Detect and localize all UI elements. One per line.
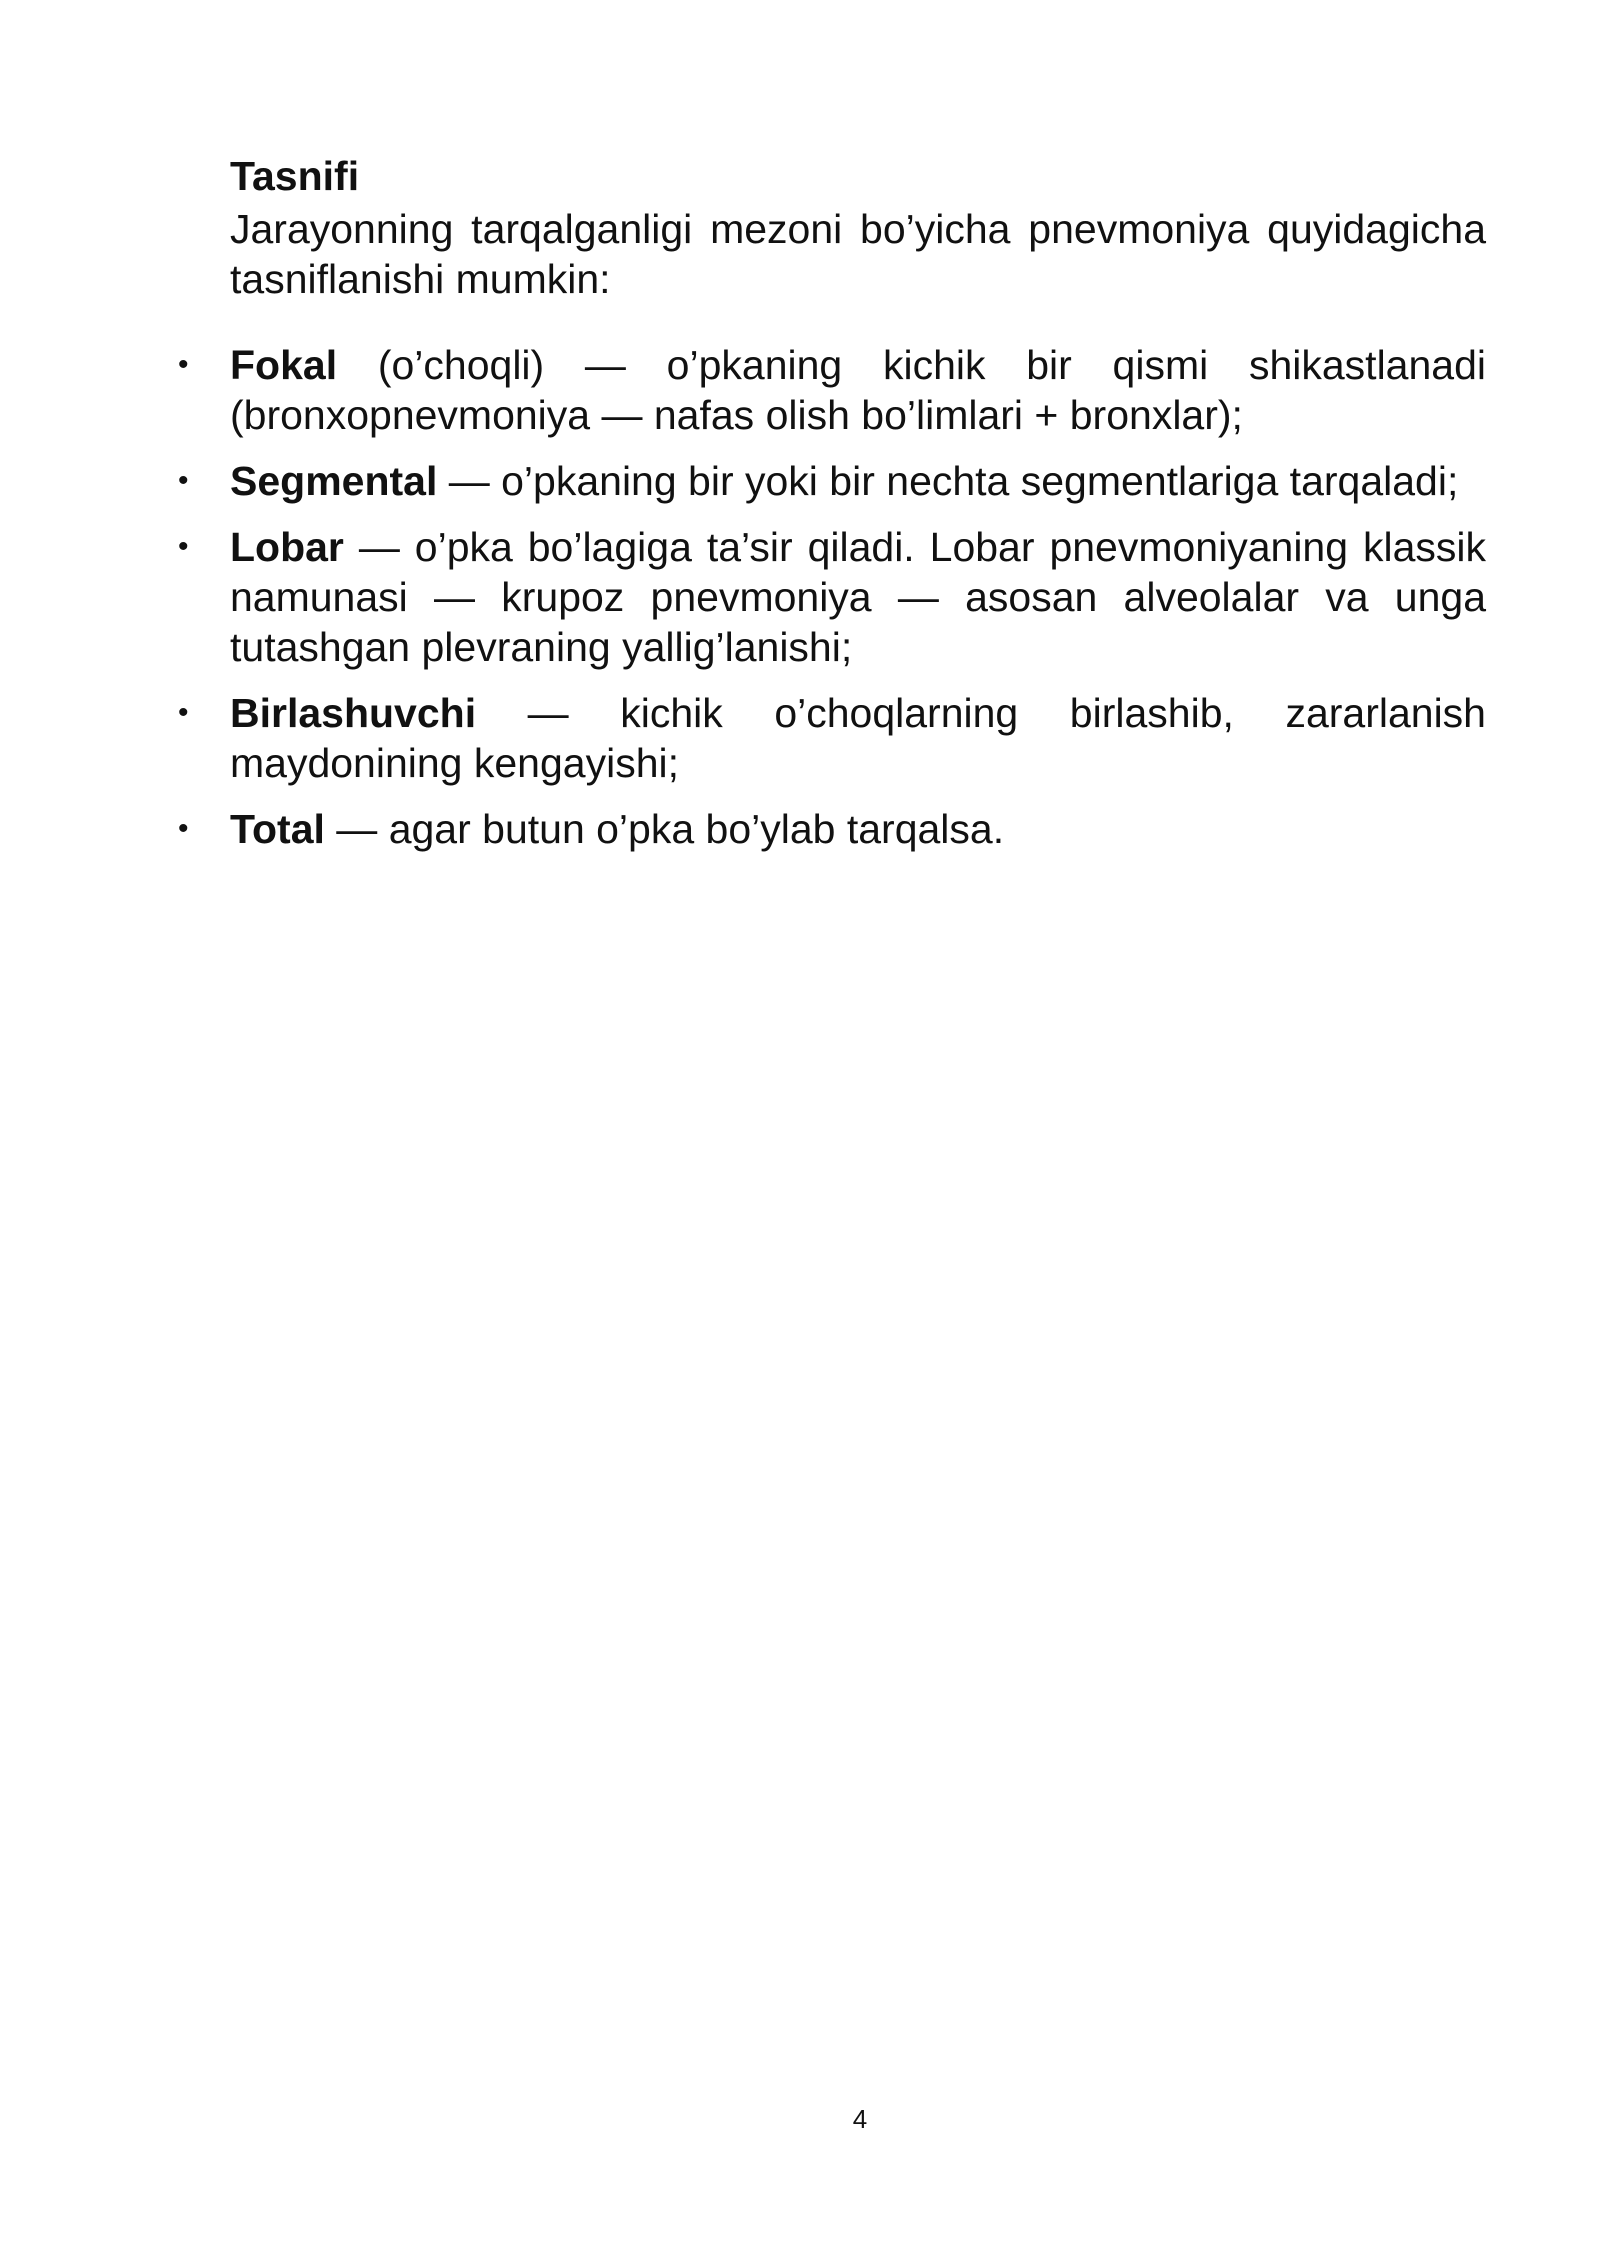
bullet-icon: • [178,348,189,381]
term-label: Segmental [230,458,438,504]
intro-paragraph: Jarayonning tarqalganligi mezoni bo’yicha pnevmoniya quyidagicha tasniflanishi mumkin: [230,206,1486,302]
term-label: Birlashuvchi [230,690,477,736]
bullet-icon: • [178,464,189,497]
term-description: — kichik o’choqlarning birlashib, zararlanish maydonining kengayishi; [230,690,1486,786]
page-number: 4 [852,2104,868,2134]
list-item-segmental [178,456,1486,506]
page-content [178,150,1486,870]
term-description: — o’pka bo’lagiga ta’sir qiladi. Lobar pnevmoniyaning klassik namunasi — krupoz pnevmoniya — asosan alveolalar va unga tutashgan plevraning yallig’lanishi; [230,524,1486,670]
section-heading: Tasnifi [230,153,360,199]
term-description: — o’pkaning bir yoki bir nechta segmentlariga tarqaladi; [437,458,1459,504]
bullet-icon: • [178,696,189,729]
term-description: — agar butun o’pka bo’ylab tarqalsa. [324,806,1005,852]
bullet-icon: • [178,530,189,563]
list-item-lobar [178,522,1486,672]
bullet-icon: • [178,812,189,845]
list-item-fokal [178,340,1486,440]
classification-list [178,340,1486,854]
term-label: Fokal [230,342,338,388]
term-label: Lobar [230,524,344,570]
list-item-total [178,804,1486,854]
term-description: (o’choqli) — o’pkaning kichik bir qismi shikastlanadi (bronxopnevmoniya — nafas olish bo’limlari + bronxlar); [230,342,1486,438]
term-label: Total [230,806,325,852]
list-item-birlashuvchi [178,688,1486,788]
